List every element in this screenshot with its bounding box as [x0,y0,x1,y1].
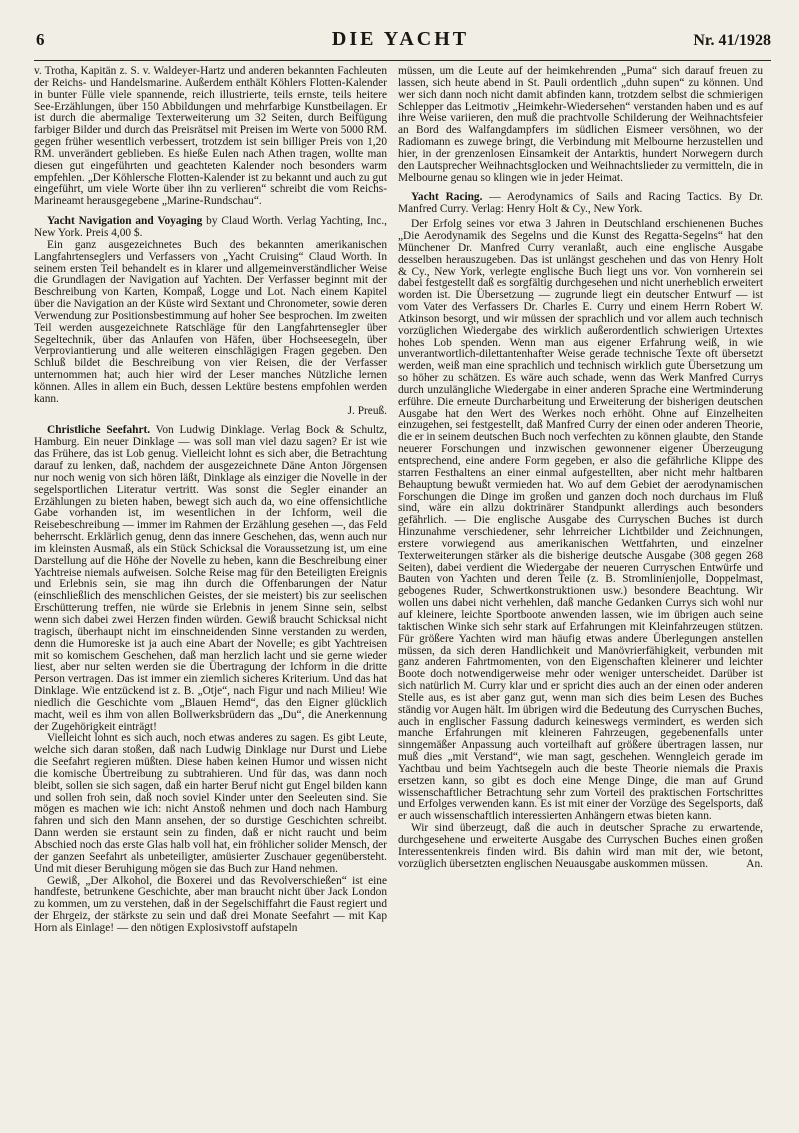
magazine-title: DIE YACHT [331,28,470,50]
review-continuation: müssen, um die Leute auf der heimkehrenden „Puma“ sich darauf freuen zu lassen, sich heute abend in St. Pauli ordentlich „duhn supen“ zu können. Und wer sich dann noch nicht damit abfinden kann, trotzdem selbst die schmierigen Schlepper das Leitmotiv „Heimkehr-Wiedersehen“ verstanden haben und es auf ihre Weise variieren, den muß die prachtvolle Schilderung der Weihnachtsfeier an Bord des Walfangdampfers im südlichen Eismeer versöhnen, wo der Radiomann es zuwege bringt, die Verbindung mit Melbourne herzustellen und hier, in der grenzenlosen Einsamkeit der Antarktis, hundert Norwegern durch den Lautsprecher Weihnachtsglocken und Weihnachtslieder zu vermitteln, die in Melbourne genau so klingen wie in jeder Heimat. [398,65,763,184]
review-yacht-racing [398,192,763,216]
review-signature: J. Preuß. [347,404,387,417]
right-column [398,66,763,871]
review-body: Ein ganz ausgezeichnetes Buch des bekannten amerikanischen Langfahrtenseglers und Verfassers von „Yacht Cruising“ Claud Worth. In seinem ersten Teil behandelt es in klarer und allgemeinverständlicher Weise die Grundlagen der Navigation auf Yachten. Der Verfasser beginnt mit der Beschreibung von Karten, Kompaß, Logge und Lot. Nach einem Kapitel über die Navigation an der Küste wird Sextant und Chronometer, sowie deren Verwendung zur Positionsbestimmung auf hoher See besprochen. Im zweiten Teil werden ausgezeichnete Ratschläge für den Langfahrtensegler über Segeltechnik, über das Anlaufen von Häfen, über Hochseesegeln, über Verproviantierung und alle weiteren einschlägigen Fragen gegeben. Den Schluß bildet die Beschreibung von vier Reisen, die der Verfasser unternommen hat; auch hier wird der Leser manches Nützliche lernen können. Alles in allem ein Buch, dessen Lektüre bestens empfohlen werden kann. [34,238,387,405]
review-title: Yacht Racing. [411,191,483,204]
review-body: Gewiß, „Der Alkohol, die Boxerei und das Revolverschießen“ ist eine handfeste, betrunkene Geschichte, aber man braucht nicht über Jack London zu kommen, um zu verstehen, daß in der Segelschiffahrt die Faust regiert und der Ehrgeiz, der stärkste zu sein und daß drei Monate Seefahrt — mit Kap Horn als Einlage! — den nötigen Explosivstoff aufstapeln [34,874,387,934]
review-title: Christliche Seefahrt. [47,424,151,437]
review-signature: An. [746,857,763,870]
page-number: 6 [36,30,45,49]
review-body: Ein neuer Dinklage — was soll man viel dazu sagen? Er ist wie das Frühere, das ist Lob genug. Vielleicht lohnt es sich aber, die Betrachtung darauf zu lenken, daß, nachdem der ausgezeichnete Däne Anton Jörgensen nur noch wenig von sich hören läßt, Dinklage als einziger die Novelle in der segelsportlichen Literatur vertritt. Was sonst die Segler einander an Erzählungen zu bieten haben, bewegt sich auch da, wo eine offensichtliche Gabe vorhanden ist, im wesentlichen in der Ichform, weil die Reisebeschreibung — immer im Rahmen der Erzählung gesehen —, das Feld beherrscht. Erklärlich genug, denn das innere Geschehen, das, wenn auch nur im kleinsten Ausmaß, als ein Stück Schicksal die Voraussetzung ist, um eine Darstellung auf die Höhe der Novelle zu heben, kann die Beschreibung einer Yachtreise niemals aufweisen. Solche Reise mag für den Beteiligten Ereignis und Erlebnis sein, sie mag ihn durch die Offenbarungen der Natur (einschließlich des menschlichen Geistes, der sie meistert) bis zur seelischen Erschütterung treffen, nie würde sie Erlebnis in jenem Sinne sein, selbst wenn sich dabei zwei Herzen finden würden. Gewiß braucht Schicksal nicht tragisch, überhaupt nicht im einschneidenden Sinne verstanden zu werden, denn die Humoreske ist ja auch eine Abart der Novelle; es gibt Yachtreisen mit so komischem Geschehen, daß man herzlich lacht und sie gerne wieder liest, aber nur selten werden sie die Übertragung der Ichform in die dritte Person vertragen. Das ist immer ein ziemlich sicheres Kriterium. Und das hat Dinklage. Wie entzückend ist z. B. „Otje“, nach Figur und nach Milieu! Wie niedlich die Geschichte vom „Blauen Hemd“, das den Eigner glücklich macht, weil es ihm von allen Bollwerksbrüdern das „Du“, die Anerkennung der Zugehörigkeit einträgt! [34,436,387,733]
review-body-text: Wir sind überzeugt, daß die auch in deutscher Sprache zu erwartende, durchgesehene und erweiterte Ausgabe des Curryschen Buches einen großen Interessentenkreis finden wird. Bis dahin wird man mit der, wie betont, vorzüglich übersetzten englischen Neuausgabe auskommen müssen. [398,822,763,870]
review-body: Der Erfolg seines vor etwa 3 Jahren in Deutschland erschienenen Buches „Die Aerodynamik des Segelns und die Kunst des Regatta-Segelns“ hat den Münchener Dr. Manfred Curry veranlaßt, auch eine englische Ausgabe desselben herauszugeben. Das ist unlängst geschehen und das von Henry Holt & Cy., New York, verlegte englische Buch liegt uns vor. Von vornherein sei dabei festgestellt daß es sorgfältig durchgesehen und nicht unerheblich erweitert worden ist. Die Übersetzung — zugrunde liegt ein deutscher Entwurf — ist vom Vater des Verfassers Dr. Charles E. Curry und einem Herrn Robert W. Atkinson besorgt, und wir müssen der sprachlich und vor allem auch technisch vorzüglichen Wiedergabe des wirklich außerordentlich schwierigen Urtextes hohes Lob spenden. Wenn man aus eigener Erfahrung weiß, in wie unverantwortlich-dilettantenhafter Weise gerade technische Texte oft übersetzt werden, weiß man eine sprachlich und technisch wirklich gute Übersetzung um so höher zu schätzen. Es wäre auch schade, wenn das Werk Manfred Currys durch unzulängliche Wiedergabe in einer anderen Sprache eine Wertminderung erführe. Die erneute Durcharbeitung und Erweiterung der bisherigen deutschen Ausgabe hat den Wert des Werkes noch erhöht. Ohne auf Einzelheiten einzugehen, sei festgestellt, daß Manfred Curry der einen oder anderen Theorie, die er in seinem deutschen Buch noch verfechten zu können glaubte, den Stande neuerer Forschungen und inzwischen gewonnener eigener Überzeugung entsprechend, eine andere Form gegeben, er also die gefährliche Klippe des starren Festhaltens an einer einmal aufgestellten, aber nicht mehr haltbaren Behauptung bewußt vermieden hat. Wo auf dem Gebiet der aerodynamischen Forschungen die Dinge im großen und ganzen doch noch durchaus im Fluß sind, wäre ein allzu doktrinärer Standpunkt allerdings auch besonders gefährlich. — Die englische Ausgabe des Curryschen Buches ist durch Hinzunahme verschiedener, sehr lehrreicher Lichtbilder und Zeichnungen, erstere vorwiegend aus amerikanischen Wettfahrten, und einzelner Texterweiterungen stärker als die bisherige deutsche Ausgabe (308 gegen 268 Seiten), dabei verdient die Wiedergabe der neueren Curryschen Entwürfe und Bauten von Yachten und deren Teile (z. B. Stromlinienjolle, Doppelmast, gebogenes Ruder, Schwertkonstruktionen usw.) besondere Beachtung. Wir wollen uns dabei nicht verhehlen, daß manche Gedanken Currys sich wohl nur auf kleinere, leichte Sportboote anwenden lassen, wie im übrigen auch seine taktischen Winke sich sehr stark auf Erfahrungen mit Kleinfahrzeugen stützen. Für größere Yachten wird man häufig etwas andere Überlegungen anstellen müssen, da sich deren Handlichkeit und Manövrierfähigkeit, verbunden mit ganz anderen Fahrtmomenten, von den Eigenschaften kleinerer und leichter Boote doch notwendigerweise mehr oder weniger unterscheidet. Darüber ist sich natürlich M. Curry klar und er spricht dies auch an der einen oder anderen Stelle aus, es ist aber ganz gut, wenn man sich dies beim Lesen des Buches ständig vor Augen hält. Im übrigen wird die Bedeutung des Curryschen Buches, auch in englischer Fassung dadurch keineswegs vermindert, es werden sich manche Erfahrungen mit kleineren Fahrzeugen, gegebenenfalls unter sinngemäßer Anpassung auch vorteilhaft auf größere übertragen lassen, nur muß dies „mit Verstand“, wie man sagt, geschehen. Wenngleich gerade im Yachtbau und beim Yachtsegeln auch die beste Theorie niemals die Praxis ersetzen kann, so gibt es doch eine Menge Dinge, die man auf Grund wissenschaftlicher Betrachtung sehr zum Vorteil des praktischen Fortschrittes und Erfolges verwenden kann. Es ist mit einer der Vorzüge des Segelsports, daß er auch wissenschaftlich interessierten Anhängern etwas bieten kann. [398,218,763,823]
review-body [398,823,763,870]
review-body: Vielleicht lohnt es sich auch, noch etwas anderes zu sagen. Es gibt Leute, welche sich daran stoßen, daß nach Ludwig Dinklage nur Durst und Liebe die Seefahrt regieren müßten. Diese haben keinen Humor und wissen nicht die komische Übertreibung zu subtrahieren. Und für das, was dann noch bleibt, sollen sie sich sagen, daß ein harter Beruf nicht gut Engel bilden kann und sollen froh sein, daß noch soviel Kinder unter den Seeleuten sind. Sie mögen es machen wie ich: nicht Anstoß nehmen und doch nach Hamburg fahren und sich den Mann ansehen, der so durstige Geschichten schreibt. Dann werden sie erstaunt sein zu finden, daß er nicht raucht und beim Abschied noch das erste Glas halb voll hat, ein fröhlicher solider Mensch, der der ganzen Seefahrt als unbeteiligter, amüsierter Zuschauer gegenübersteht. Und mit dieser Beruhigung mögen sie das Buch zur Hand nehmen. [34,732,387,875]
article-continuation: v. Trotha, Kapitän z. S. v. Waldeyer-Hartz und anderen bekannten Fachleuten der Reichs- und Handelsmarine. Außerdem enthält Köhlers Flotten-Kalender in bunter Fülle viele spannende, reich illustrierte, teils ernste, teils heitere See-Erzählungen, über 150 Abbildungen und mehrfarbige Kunstbeilagen. Er ist durch die abermalige Texterweiterung um 32 Seiten, durch Beifügung farbiger Bilder und durch das Preisrätsel mit Preisen im Werte von 5000 RM. gegen früher wesentlich verbessert, trotzdem ist sein billiger Preis von 1,20 RM. unverändert geblieben. Es hieße Eulen nach Athen tragen, wollte man diesen gut eingeführten und geachteten Kalender noch besonders warm empfehlen. „Der Köhlersche Flotten-Kalender ist zu bekannt und auch zu gut eingeführt, um viele Worte über ihn zu verlieren“ schreibt die vom Reichs-Marineamt herausgegebene „Marine-Rundschau“. [34,65,387,208]
header-rule [34,60,771,61]
page-header [30,28,771,54]
left-column [34,66,387,935]
issue-number: Nr. 41/1928 [693,32,771,49]
review-christliche-seefahrt [34,425,387,733]
review-meta: — Aerodynamics of Sails and Racing Tactics. By Dr. Manfred Curry. Verlag: Henry Holt & Cy., New York. [398,191,764,216]
review-title: Yacht Navigation and Voyaging [47,215,203,228]
review-meta: Von Ludwig Dinklage. Verlag Bock & Schultz, Hamburg. [34,424,387,449]
review-meta: by Claud Worth. Verlag Yachting, Inc., New York. Preis 4,00 $. [34,215,387,239]
review-yacht-navigation [34,216,387,240]
